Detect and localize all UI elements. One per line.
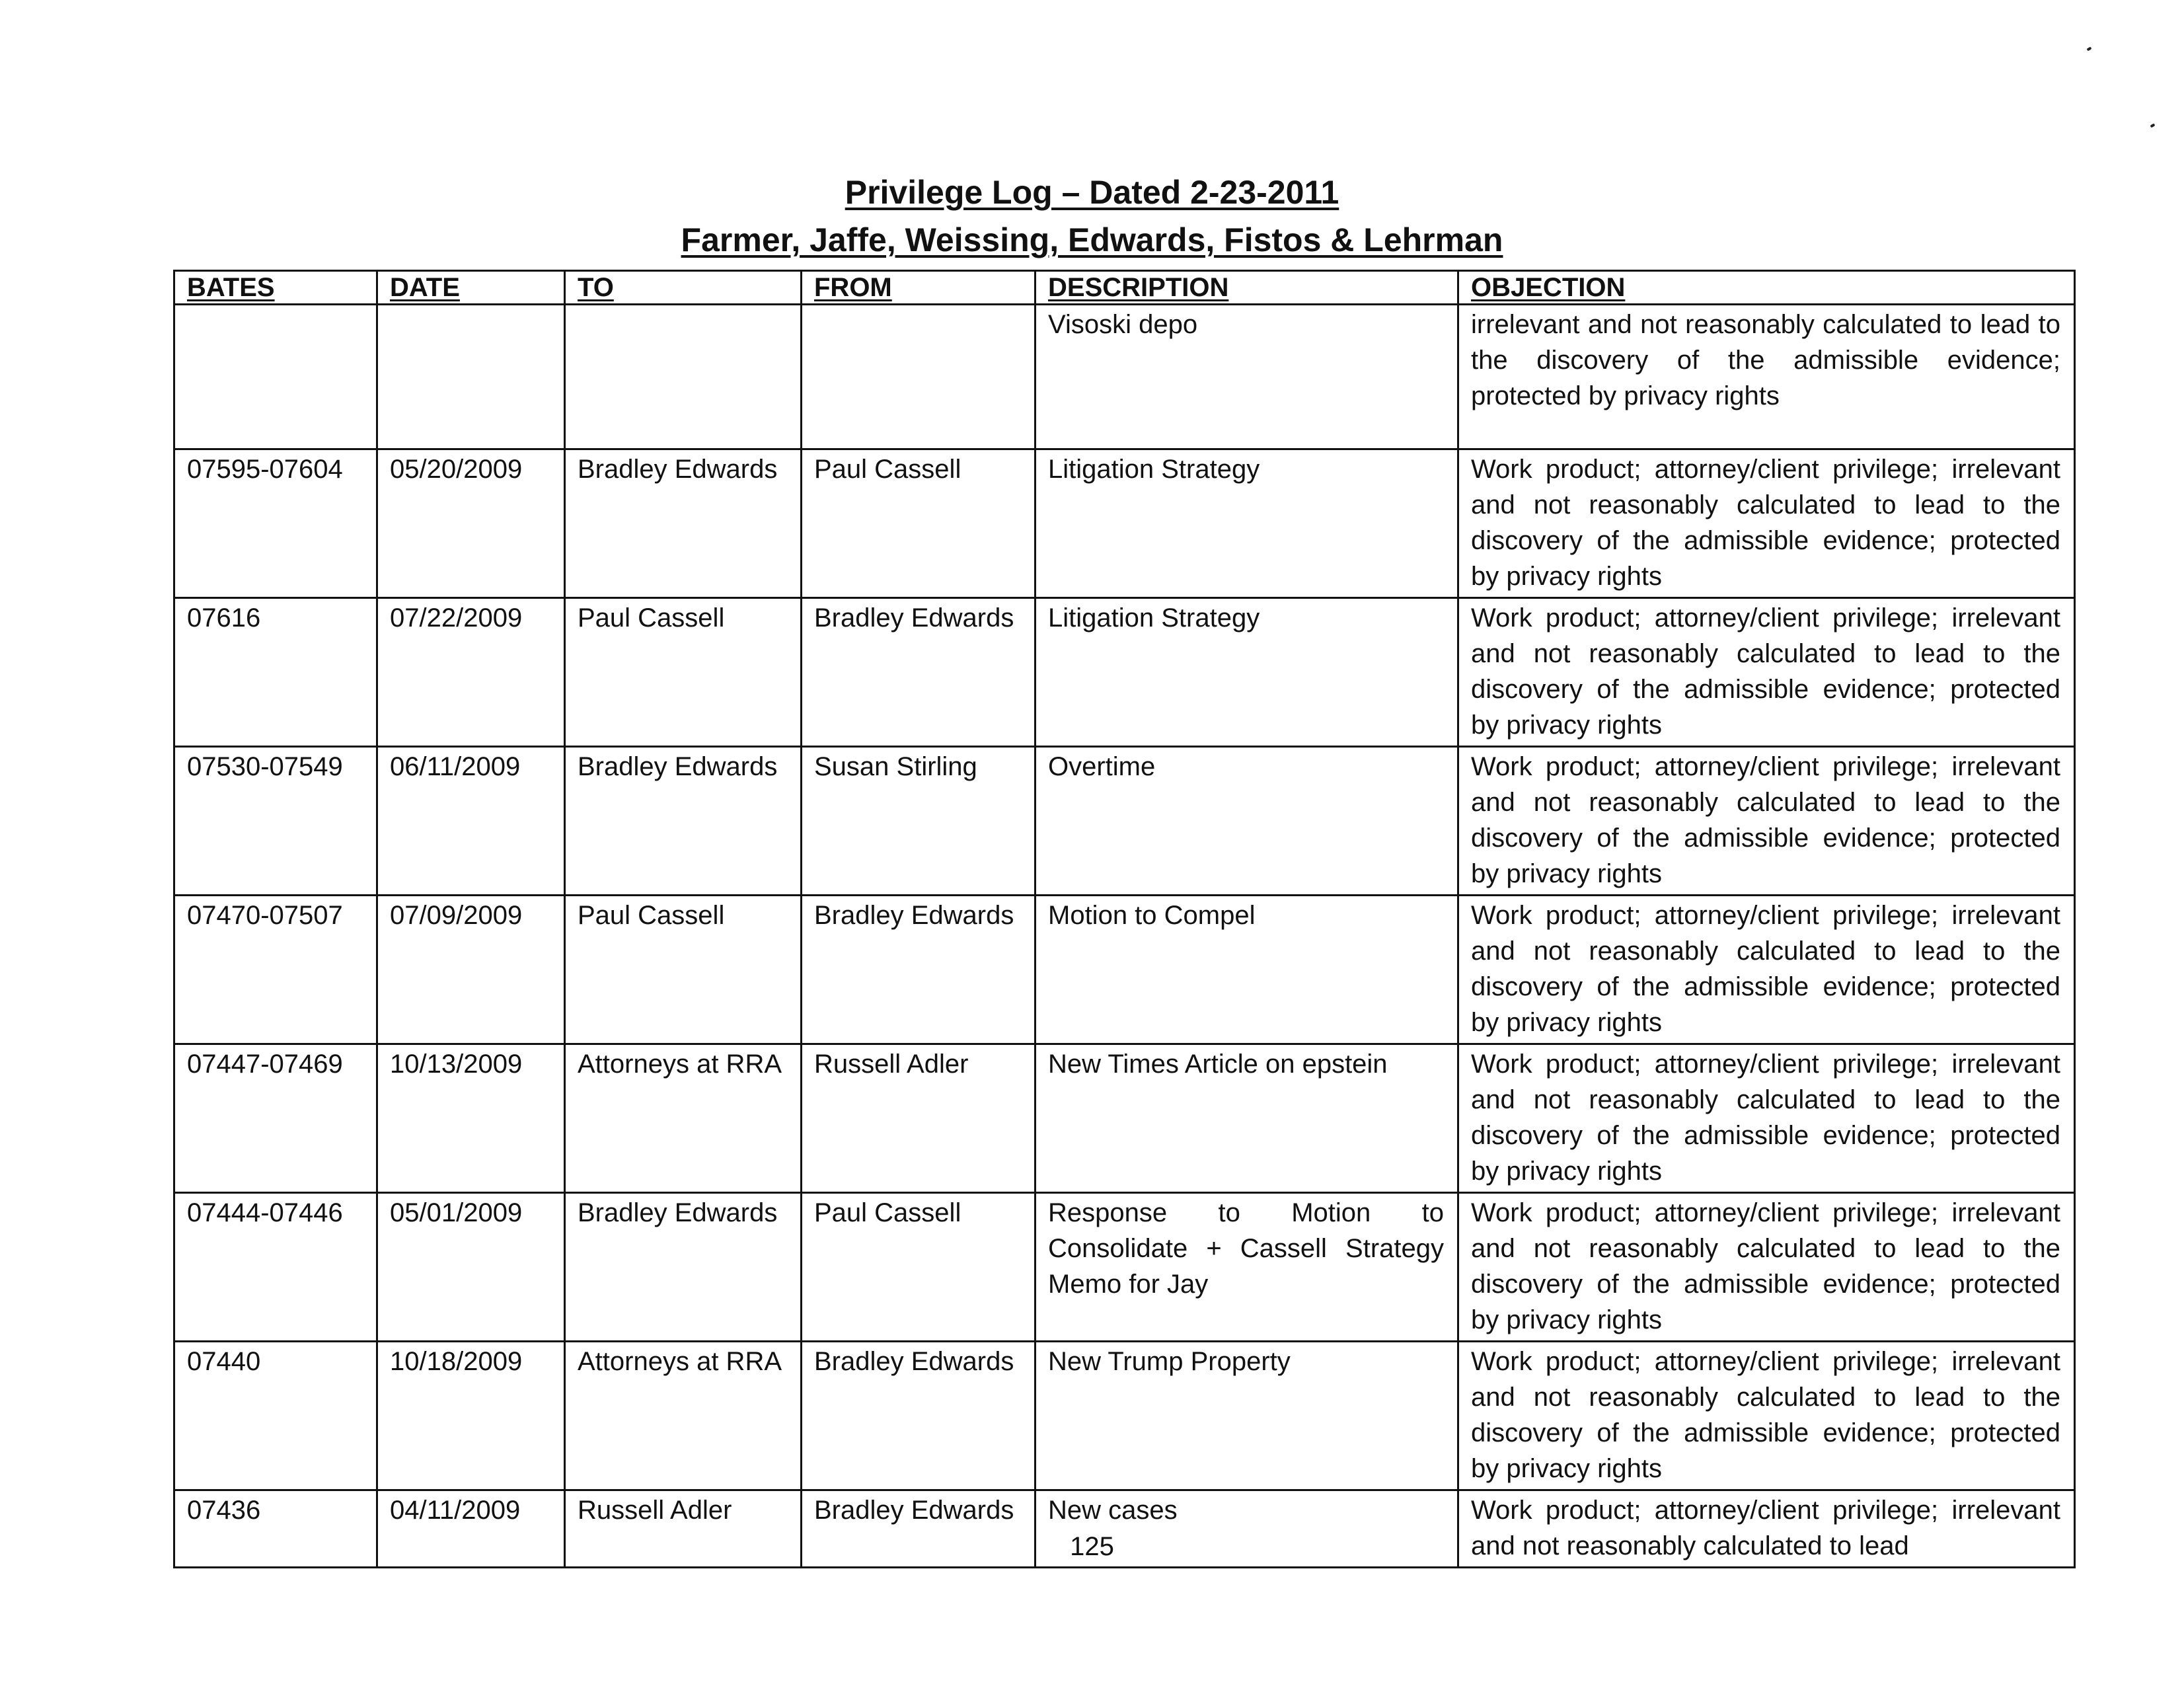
cell-from: Bradley Edwards <box>802 1490 1036 1568</box>
cell-date: 06/11/2009 <box>377 747 565 896</box>
cell-date: 07/09/2009 <box>377 896 565 1044</box>
header-to: TO <box>565 271 802 305</box>
table-row <box>174 1193 2075 1342</box>
cell-description: Response to Motion to Consolidate + Cassell Strategy Memo for Jay <box>1036 1193 1458 1342</box>
table-row <box>174 1342 2075 1490</box>
cell-to: Bradley Edwards <box>565 1193 802 1342</box>
cell-from: Bradley Edwards <box>802 1342 1036 1490</box>
cell-description: New Trump Property <box>1036 1342 1458 1490</box>
cell-description: Litigation Strategy <box>1036 449 1458 598</box>
cell-bates: 07444-07446 <box>174 1193 377 1342</box>
cell-to: Paul Cassell <box>565 598 802 747</box>
cell-bates: 07436 <box>174 1490 377 1568</box>
table-row <box>174 1044 2075 1193</box>
cell-objection: Work product; attorney/client privilege; irrelevant and not reasonably calculated to lead to the discovery of the admissible evidence; protected by privacy rights <box>1458 896 2075 1044</box>
header-bates: BATES <box>174 271 377 305</box>
cell-bates <box>174 305 377 449</box>
cell-date <box>377 305 565 449</box>
cell-to: Attorneys at RRA <box>565 1044 802 1193</box>
scan-speck <box>2086 47 2091 52</box>
cell-to <box>565 305 802 449</box>
cell-to: Russell Adler <box>565 1490 802 1568</box>
table-row <box>174 449 2075 598</box>
cell-description: New Times Article on epstein <box>1036 1044 1458 1193</box>
cell-objection: Work product; attorney/client privilege; irrelevant and not reasonably calculated to lead to the discovery of the admissible evidence; protected by privacy rights <box>1458 747 2075 896</box>
cell-date: 10/18/2009 <box>377 1342 565 1490</box>
privilege-log-table <box>173 270 2076 1568</box>
cell-to: Attorneys at RRA <box>565 1342 802 1490</box>
cell-bates: 07616 <box>174 598 377 747</box>
cell-bates: 07440 <box>174 1342 377 1490</box>
cell-description: Visoski depo <box>1036 305 1458 449</box>
cell-description: Litigation Strategy <box>1036 598 1458 747</box>
header-date: DATE <box>377 271 565 305</box>
cell-objection: irrelevant and not reasonably calculated to lead to the discovery of the admissible evidence; protected by privacy rights <box>1458 305 2075 449</box>
cell-description: Motion to Compel <box>1036 896 1458 1044</box>
cell-date: 05/01/2009 <box>377 1193 565 1342</box>
cell-bates: 07530-07549 <box>174 747 377 896</box>
cell-bates: 07595-07604 <box>174 449 377 598</box>
cell-from: Bradley Edwards <box>802 896 1036 1044</box>
table-row <box>174 747 2075 896</box>
cell-from: Paul Cassell <box>802 1193 1036 1342</box>
cell-from <box>802 305 1036 449</box>
header-objection: OBJECTION <box>1458 271 2075 305</box>
cell-objection: Work product; attorney/client privilege; irrelevant and not reasonably calculated to lead to the discovery of the admissible evidence; protected by privacy rights <box>1458 1342 2075 1490</box>
header-description: DESCRIPTION <box>1036 271 1458 305</box>
cell-description: New cases <box>1036 1490 1458 1568</box>
cell-description: Overtime <box>1036 747 1458 896</box>
cell-bates: 07447-07469 <box>174 1044 377 1193</box>
cell-from: Bradley Edwards <box>802 598 1036 747</box>
cell-objection: Work product; attorney/client privilege; irrelevant and not reasonably calculated to lead to the discovery of the admissible evidence; protected by privacy rights <box>1458 598 2075 747</box>
table-row <box>174 598 2075 747</box>
cell-bates: 07470-07507 <box>174 896 377 1044</box>
table-header-row <box>174 271 2075 305</box>
document-subtitle: Farmer, Jaffe, Weissing, Edwards, Fistos & Lehrman <box>681 221 1503 258</box>
table-row <box>174 305 2075 449</box>
header-from: FROM <box>802 271 1036 305</box>
cell-date: 05/20/2009 <box>377 449 565 598</box>
cell-from: Paul Cassell <box>802 449 1036 598</box>
cell-date: 04/11/2009 <box>377 1490 565 1568</box>
table-row <box>174 896 2075 1044</box>
cell-to: Bradley Edwards <box>565 449 802 598</box>
cell-objection: Work product; attorney/client privilege; irrelevant and not reasonably calculated to lead <box>1458 1490 2075 1568</box>
cell-to: Paul Cassell <box>565 896 802 1044</box>
cell-objection: Work product; attorney/client privilege; irrelevant and not reasonably calculated to lead to the discovery of the admissible evidence; protected by privacy rights <box>1458 449 2075 598</box>
cell-date: 10/13/2009 <box>377 1044 565 1193</box>
scan-speck <box>2150 124 2155 128</box>
cell-date: 07/22/2009 <box>377 598 565 747</box>
cell-objection: Work product; attorney/client privilege; irrelevant and not reasonably calculated to lead to the discovery of the admissible evidence; protected by privacy rights <box>1458 1044 2075 1193</box>
page-number: 125 <box>1070 1532 1114 1561</box>
cell-from: Russell Adler <box>802 1044 1036 1193</box>
cell-to: Bradley Edwards <box>565 747 802 896</box>
cell-objection: Work product; attorney/client privilege; irrelevant and not reasonably calculated to lead to the discovery of the admissible evidence; protected by privacy rights <box>1458 1193 2075 1342</box>
document-title: Privilege Log – Dated 2-23-2011 <box>845 174 1339 211</box>
cell-from: Susan Stirling <box>802 747 1036 896</box>
